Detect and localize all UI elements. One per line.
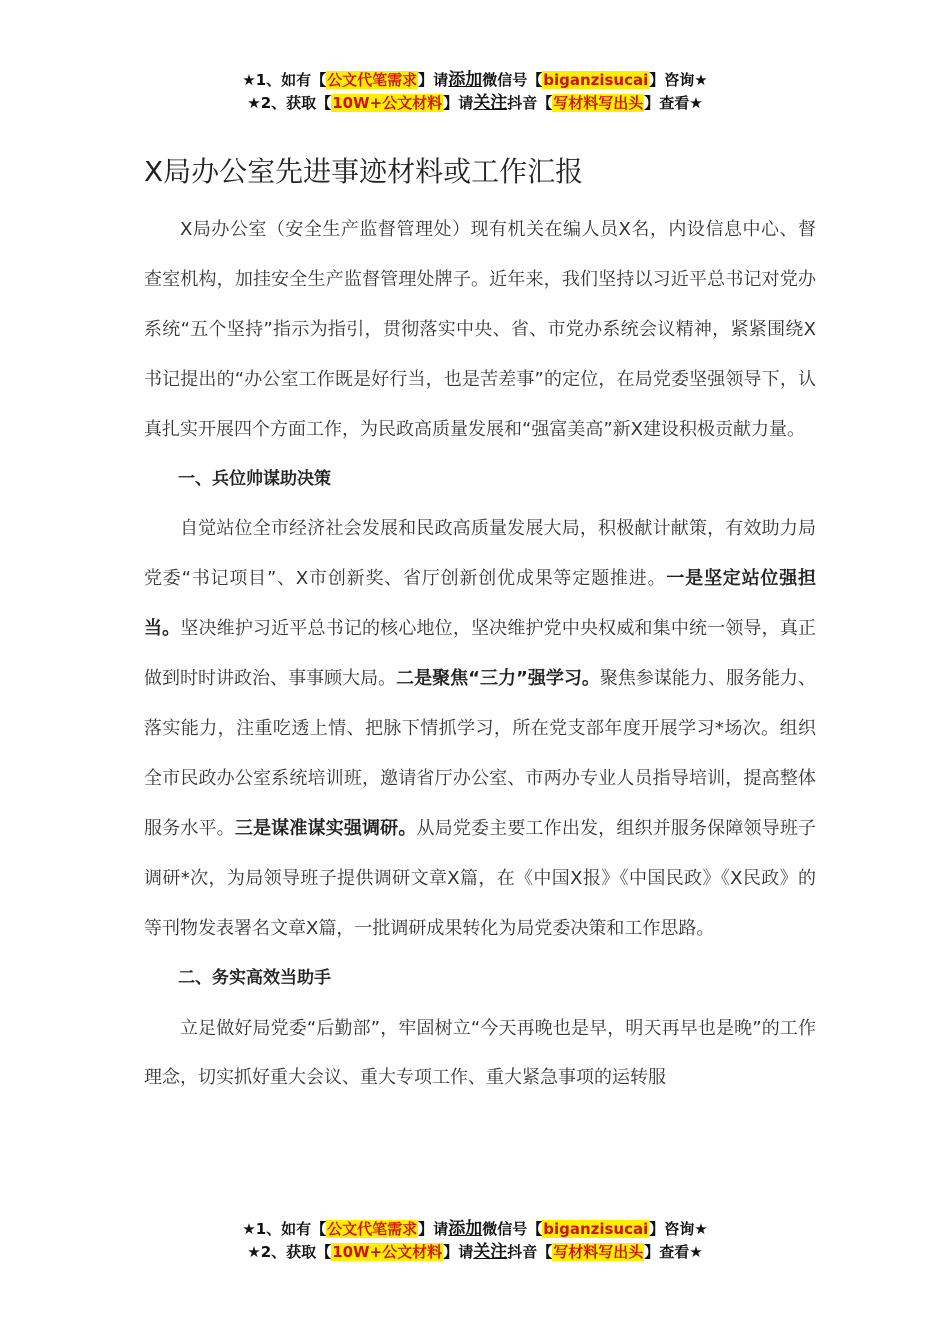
intro-paragraph: X局办公室（安全生产监督管理处）现有机关在编人员X名，内设信息中心、督查室机构，加挂安全生产监督管理处牌子。近年来，我们坚持以习近平总书记对党办系统“五个坚持”指示为指引，贯彻落实中央、省、市党办系统会议精神，紧紧围绕X书记提出的“办公室工作既是好行当，也是苦差事”的定位，在局党委坚强领导下，认真扎实开展四个方面工作，为民政高质量发展和“强富美高”新X建设积极贡献力量。 [144, 219, 816, 440]
point-1-heading: 一是坚定站位强担当。 [144, 568, 817, 640]
document-body [144, 205, 816, 1103]
banner-line-1: ★1、如有【公文代笔需求】请添加微信号【biganzisucai】咨询★ [242, 70, 708, 90]
point-2-heading: 二是聚焦“三力”强学习。 [396, 668, 600, 690]
section-heading-2: 二、务实高效当助手 [178, 967, 331, 988]
document-title: X局办公室先进事迹材料或工作汇报 [144, 155, 584, 188]
banner-line-2: ★2、获取【10W+公文材料】请关注抖音【写材料写出头】查看★ [247, 93, 703, 113]
highlight-service: 公文代笔需求 [327, 71, 418, 89]
highlight-douyin: 写材料写出头 [553, 94, 644, 112]
point-3-heading: 三是谋准谋实强调研。 [234, 817, 417, 839]
top-banner [0, 69, 950, 115]
section-1-paragraph: 自觉站位全市经济社会发展和民政高质量发展大局，积极献计献策，有效助力局党委“书记项目”、X市创新奖、省厅创新创优成果等定题推进。一是坚定站位强担当。坚决维护习近平总书记的核心地位，坚决维护党中央权威和集中统一领导，真正做到时时讲政治、事事顾大局。二是聚焦“三力”强学习。聚焦参谋能力、服务能力、落实能力，注重吃透上情、把脉下情抓学习，所在党支部年度开展学习*场次。组织全市民政办公室系统培训班，邀请省厅办公室、市两办专业人员指导培训，提高整体服务水平。三是谋准谋实强调研。从局党委主要工作出发，组织并服务保障领导班子调研*次，为局领导班子提供调研文章X篇，在《中国X报》《中国民政》《X民政》的等刊物发表署名文章X篇，一批调研成果转化为局党委决策和工作思路。 [144, 518, 817, 939]
highlight-materials: 10W+公文材料 [332, 1243, 443, 1261]
highlight-douyin: 写材料写出头 [553, 1243, 644, 1261]
highlight-service: 公文代笔需求 [327, 1220, 418, 1238]
highlight-wechat-id: biganzisucai [543, 1220, 649, 1238]
banner-line-2: ★2、获取【10W+公文材料】请关注抖音【写材料写出头】查看★ [247, 1242, 703, 1262]
banner-line-1: ★1、如有【公文代笔需求】请添加微信号【biganzisucai】咨询★ [242, 1219, 708, 1239]
bottom-banner [0, 1218, 950, 1264]
section-2-paragraph: 立足做好局党委“后勤部”，牢固树立“今天再晚也是早，明天再早也是晚”的工作理念，切实抓好重大会议、重大专项工作、重大紧急事项的运转服 [144, 1017, 816, 1089]
highlight-wechat-id: biganzisucai [543, 71, 649, 89]
highlight-materials: 10W+公文材料 [332, 94, 443, 112]
section-heading-1: 一、兵位帅谋助决策 [178, 468, 331, 489]
